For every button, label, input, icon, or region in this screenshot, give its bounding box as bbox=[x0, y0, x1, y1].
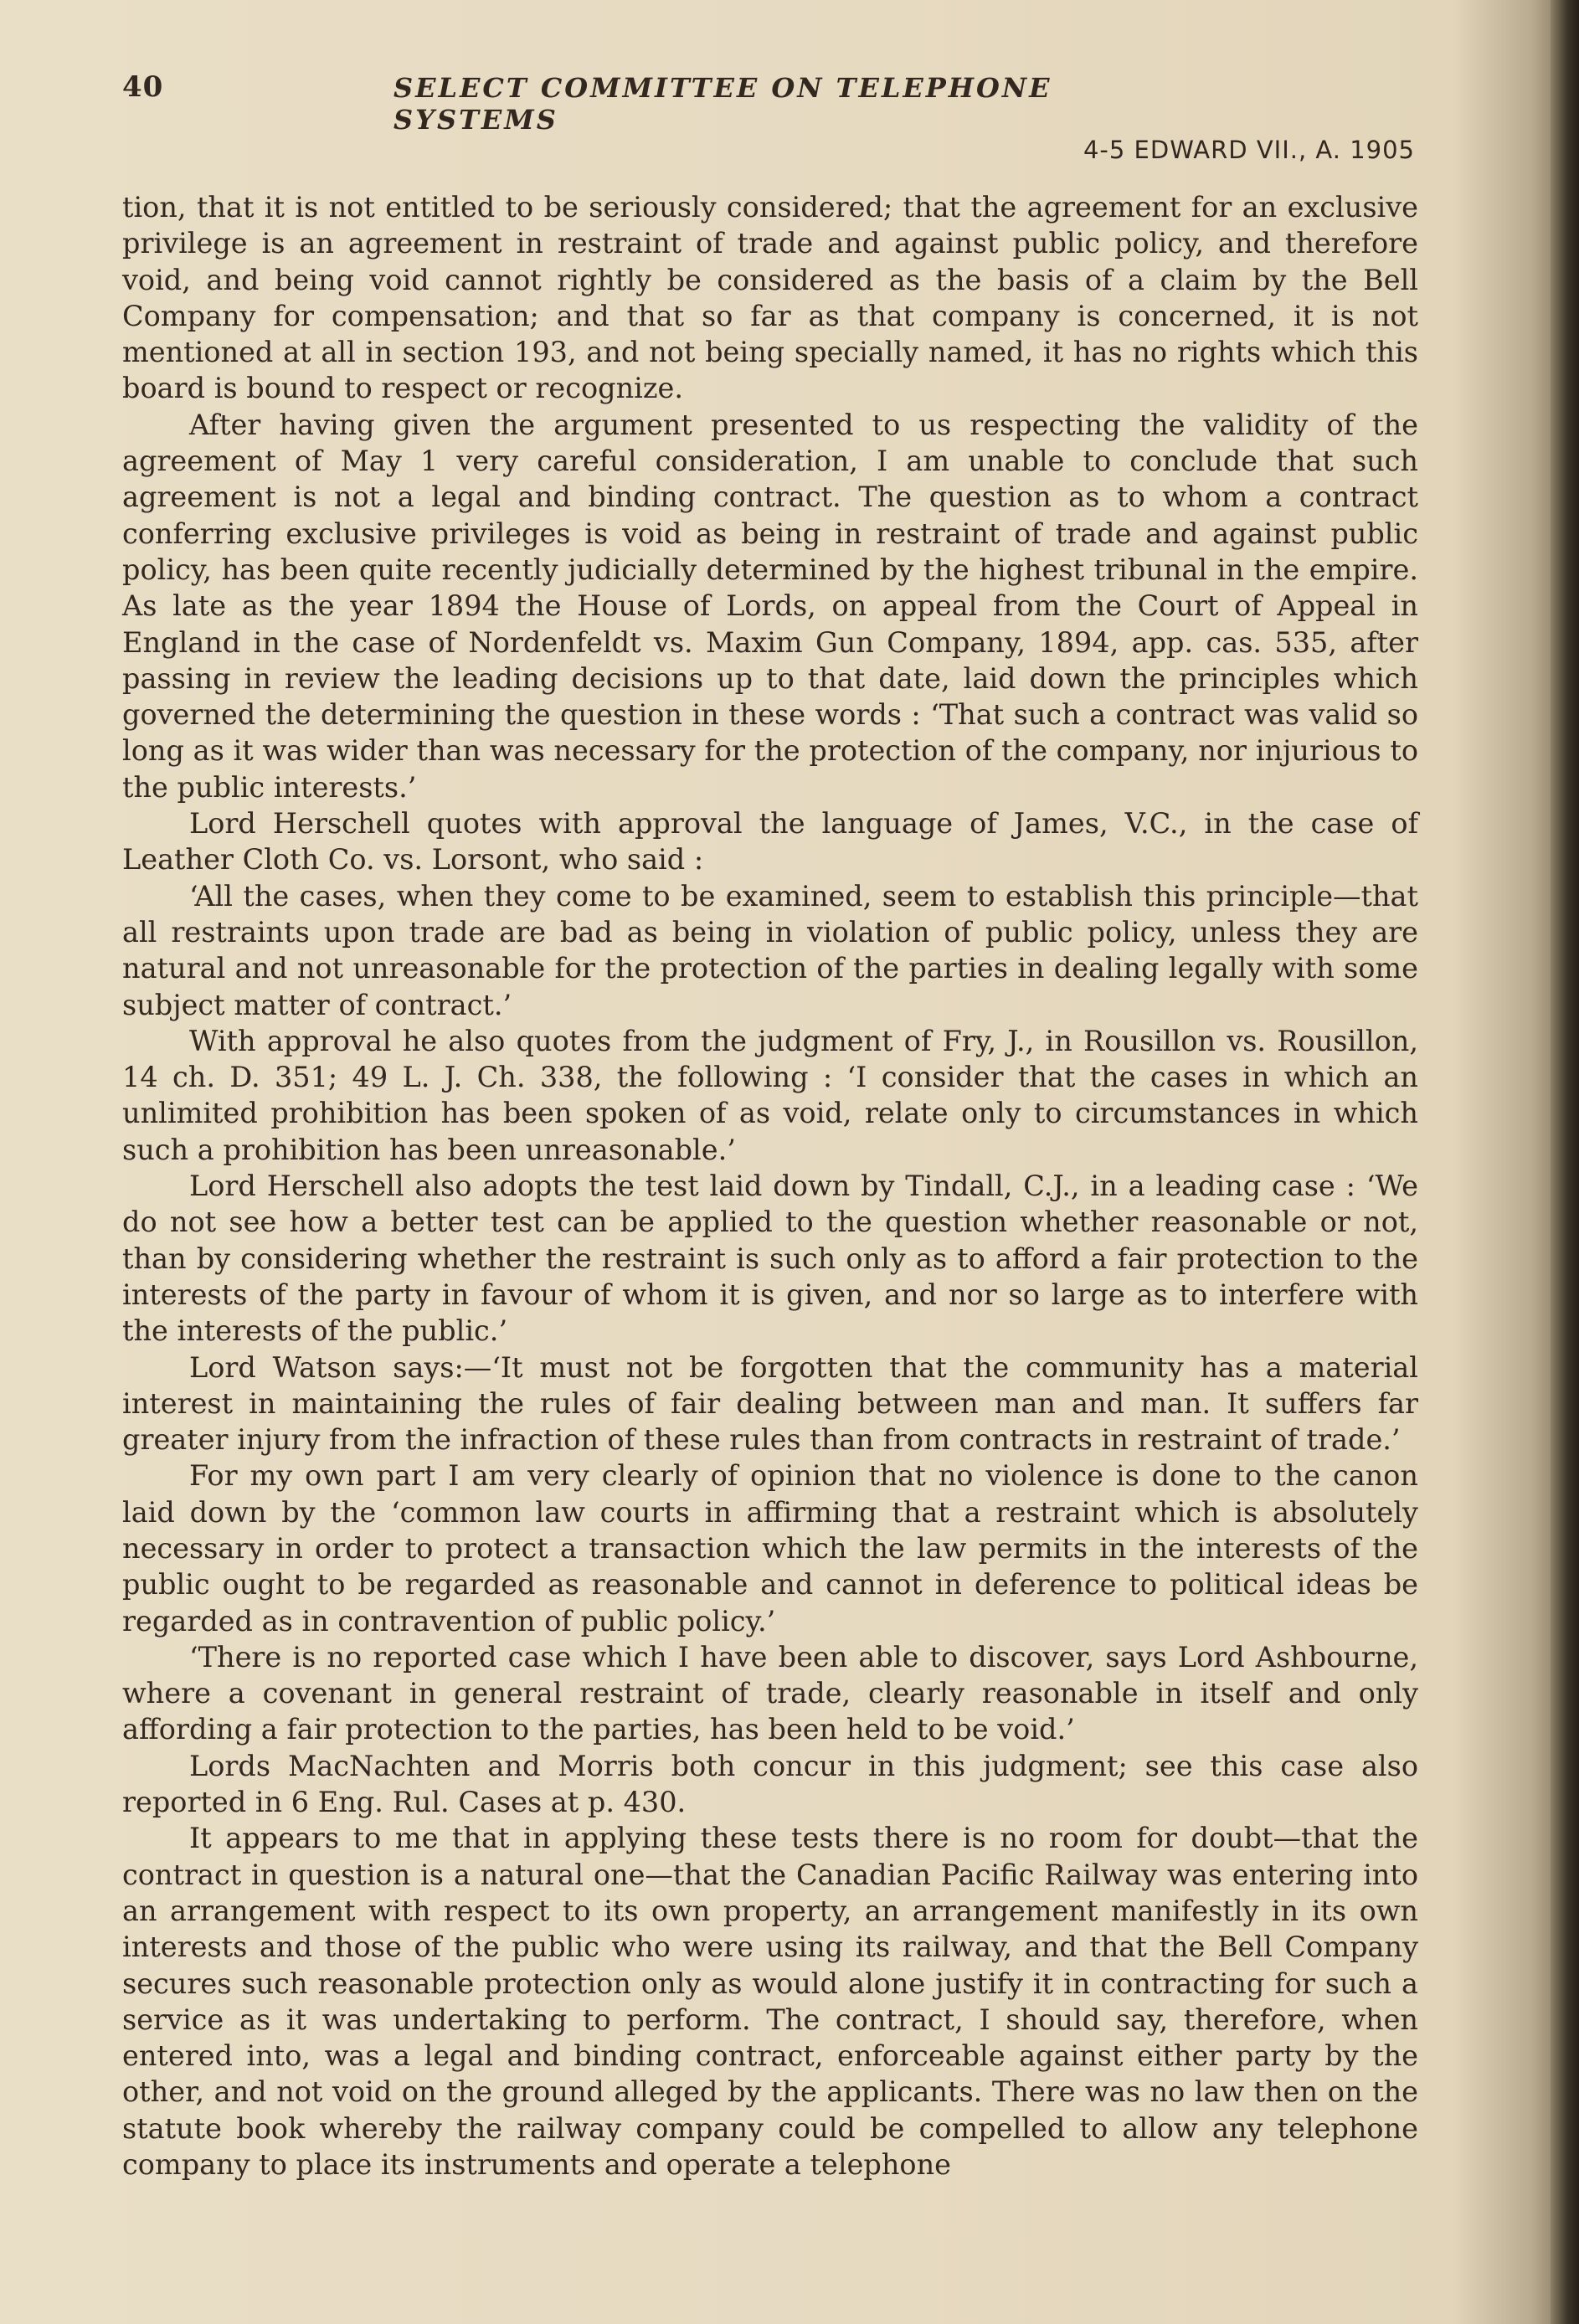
paragraph-10: Lords MacNachten and Morris both concur in this judgment; see this case also reported in 6 Eng. Rul. Cases at p. 430. bbox=[122, 1749, 1418, 1819]
paragraph-9: ‘There is no reported case which I have been able to discover, says Lord Ashbourne, where a covenant in general restraint of trade, clearly reasonable in itself and only affording a fair protection to the parties, has been held to be void.’ bbox=[122, 1640, 1418, 1746]
paragraph-5: With approval he also quotes from the judgment of Fry, J., in Rousillon vs. Rousillon, 14 ch. D. 351; 49 L. J. Ch. 338, the following : ‘I consider that the cases in which an unlimited prohibition has been spoken of as void, relate only to circumstances in which such a prohibition has been unreasonable.’ bbox=[122, 1024, 1418, 1166]
paragraph-4-quote: ‘All the cases, when they come to be examined, seem to establish this principle—that all restraints upon trade are bad as being in violation of public policy, unless they are natural and not unreasonable for the protection of the parties in dealing legally with some subject matter of contract.’ bbox=[122, 879, 1418, 1021]
paragraph-2: After having given the argument presented to us respecting the validity of the agreement of May 1 very careful consideration, I am unable to conclude that such agreement is not a legal and binding contract. The question as to whom a contract conferring exclusive privileges is void as being in restraint of trade and against public policy, has been quite recently judicially determined by the highest tribunal in the empire. As late as the year 1894 the House of Lords, on appeal from the Court of Appeal in England in the case of Nordenfeldt vs. Maxim Gun Company, 1894, app. cas. 535, after passing in review the leading decisions up to that date, laid down the principles which governed the determining the question in these words : ‘That such a contract was valid so long as it was wider than was necessary for the protection of the company, nor injurious to the public interests.’ bbox=[122, 408, 1418, 804]
paragraph-7: Lord Watson says:—‘It must not be forgotten that the community has a material interest in maintaining the rules of fair dealing between man and man. It suffers far greater injury from the infraction of these rules than from contracts in restraint of trade.’ bbox=[122, 1350, 1418, 1457]
page-number: 40 bbox=[122, 70, 164, 104]
paragraph-1: tion, that it is not entitled to be seriously considered; that the agreement for an exclusive privilege is an agreement in restraint of trade and against public policy, and therefore void, and being void cannot rightly be considered as the basis of a claim by the Bell Company for compensation; and that so far as that company is concerned, it is not mentioned at all in section 193, and not being specially named, it has no rights which this board is bound to respect or recognize. bbox=[122, 191, 1418, 405]
paragraph-6: Lord Herschell also adopts the test laid down by Tindall, C.J., in a leading case : ‘We do not see how a better test can be applied to the question whether reasonable or not, than by considering whether the restraint is such only as to afford a fair protection to the interests of the party in favour of whom it is given, and nor so large as to interfere with the interests of the public.’ bbox=[122, 1170, 1418, 1348]
session-label: 4-5 EDWARD VII., A. 1905 bbox=[1083, 136, 1415, 164]
page-edge-shadow bbox=[1551, 0, 1579, 2324]
paragraph-3: Lord Herschell quotes with approval the language of James, V.C., in the case of Leather Cloth Co. vs. Lorsont, who said : bbox=[122, 807, 1418, 877]
paragraph-11: It appears to me that in applying these tests there is no room for doubt—that the contract in question is a natural one—that the Canadian Pacific Railway was entering into an arrangement with respect to its own property, an arrangement manifestly in its own interests and those of the public who were using its railway, and that the Bell Company secures such reasonable protection only as would alone justify it in contracting for such a service as it was undertaking to perform. The contract, I should say, therefore, when entered into, was a legal and binding contract, enforceable against either party by the other, and not void on the ground alleged by the applicants. There was no law then on the statute book whereby the railway company could be compelled to allow any telephone company to place its instruments and operate a telephone bbox=[122, 1822, 1418, 2182]
body-text bbox=[122, 189, 1418, 2183]
paragraph-8: For my own part I am very clearly of opinion that no violence is done to the canon laid down by the ‘common law courts in affirming that a restraint which is absolutely necessary in order to protect a transaction which the law permits in the interests of the public ought to be regarded as reasonable and cannot in deference to political ideas be regarded as in contravention of public policy.’ bbox=[122, 1459, 1418, 1638]
running-title: SELECT COMMITTEE ON TELEPHONE SYSTEMS bbox=[393, 72, 1052, 136]
